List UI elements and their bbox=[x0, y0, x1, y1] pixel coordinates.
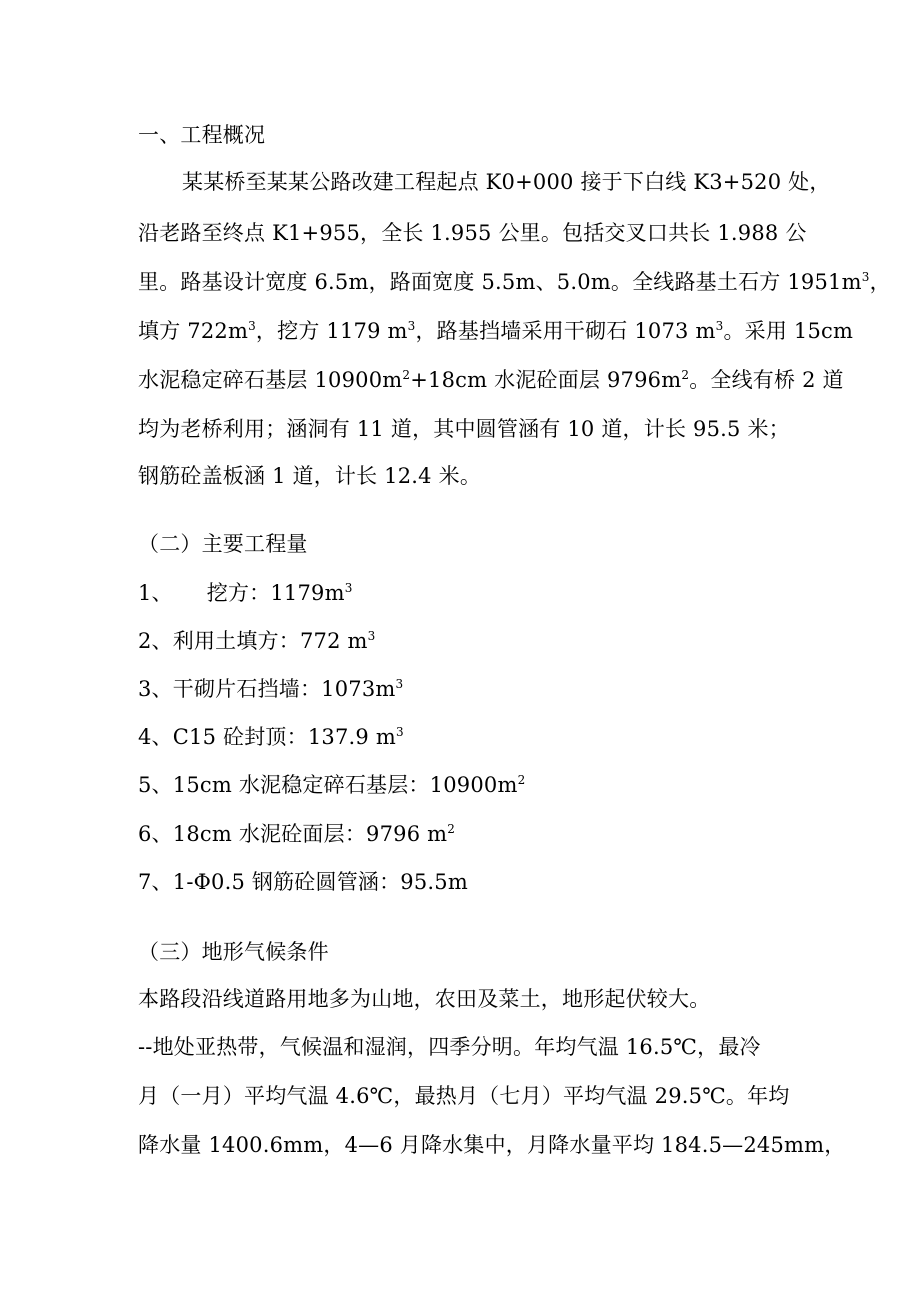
item-number: 6、 bbox=[138, 822, 173, 846]
item-label: 挖方：1179m bbox=[206, 581, 345, 605]
section-heading-quantities: （二）主要工程量 bbox=[138, 532, 308, 556]
text-segment: +18cm 水泥砼面层 9796m bbox=[410, 368, 682, 392]
text-segment: 里。路基设计宽度 6.5m，路面宽度 5.5m、5.0m。全线路基土石方 1951m bbox=[138, 270, 862, 294]
superscript: 3 bbox=[407, 319, 416, 333]
paragraph-line-5 bbox=[138, 366, 844, 394]
paragraph-line-2: 沿老路至终点 K1+955，全长 1.955 公里。包括交叉口共长 1.988 公 bbox=[138, 221, 807, 245]
quantity-item bbox=[138, 771, 798, 799]
superscript: 3 bbox=[395, 677, 404, 691]
text-segment: 。全线有桥 2 道 bbox=[689, 368, 844, 392]
text-segment: ， bbox=[869, 270, 891, 294]
item-number: 1、 bbox=[138, 581, 173, 605]
item-label: 利用土填方：772 m bbox=[172, 629, 368, 653]
paragraph-line-1: 某某桥至某某公路改建工程起点 K0+000 接于下白线 K3+520 处， bbox=[182, 170, 831, 194]
item-number: 3、 bbox=[138, 677, 173, 701]
superscript: 3 bbox=[248, 319, 256, 333]
paragraph-line-4 bbox=[138, 317, 854, 345]
paragraph-line: 降水量 1400.6mm，4—6 月降水集中，月降水量平均 184.5—245mm， bbox=[138, 1133, 846, 1157]
text-segment: ，挖方 1179 m bbox=[255, 319, 408, 343]
quantity-item bbox=[138, 723, 798, 751]
text-segment: 填方 722m bbox=[138, 319, 249, 343]
paragraph-line: 本路段沿线道路用地多为山地，农田及菜土，地形起伏较大。 bbox=[138, 987, 711, 1011]
quantity-item bbox=[138, 820, 798, 848]
paragraph-line-3 bbox=[138, 268, 891, 296]
section-heading-terrain-climate: （三）地形气候条件 bbox=[138, 940, 329, 964]
superscript: 2 bbox=[517, 773, 526, 787]
item-number: 5、 bbox=[138, 773, 173, 797]
superscript: 2 bbox=[681, 368, 690, 382]
superscript: 3 bbox=[367, 629, 376, 643]
superscript: 2 bbox=[447, 822, 456, 836]
item-label: C15 砼封顶：137.9 m bbox=[172, 725, 396, 749]
superscript: 3 bbox=[395, 725, 404, 739]
item-number: 2、 bbox=[138, 629, 173, 653]
item-label: 18cm 水泥砼面层：9796 m bbox=[172, 822, 448, 846]
superscript: 3 bbox=[861, 270, 870, 284]
item-label: 1-Φ0.5 钢筋砼圆管涵：95.5m bbox=[172, 870, 468, 894]
quantity-item bbox=[138, 627, 798, 655]
quantity-item bbox=[138, 675, 798, 703]
paragraph-line-6: 均为老桥利用；涵洞有 11 道，其中圆管涵有 10 道，计长 95.5 米； bbox=[138, 417, 790, 441]
text-segment: 。采用 15cm bbox=[723, 319, 854, 343]
item-number: 7、 bbox=[138, 870, 173, 894]
superscript: 3 bbox=[344, 581, 353, 595]
superscript: 3 bbox=[715, 319, 724, 333]
superscript: 2 bbox=[402, 368, 411, 382]
item-label: 干砌片石挡墙：1073m bbox=[172, 677, 396, 701]
paragraph-line-7: 钢筋砼盖板涵 1 道，计长 12.4 米。 bbox=[138, 464, 482, 488]
paragraph-line: 月（一月）平均气温 4.6℃，最热月（七月）平均气温 29.5℃。年均 bbox=[138, 1084, 790, 1108]
section-heading-overview: 一、工程概况 bbox=[138, 123, 266, 147]
quantity-item bbox=[138, 579, 798, 607]
text-segment: ，路基挡墙采用干砌石 1073 m bbox=[415, 319, 716, 343]
quantity-item bbox=[138, 868, 798, 896]
item-label: 15cm 水泥稳定碎石基层：10900m bbox=[172, 773, 518, 797]
paragraph-line: --地处亚热带，气候温和湿润，四季分明。年均气温 16.5℃，最冷 bbox=[138, 1035, 761, 1059]
text-segment: 水泥稳定碎石基层 10900m bbox=[138, 368, 403, 392]
item-number: 4、 bbox=[138, 725, 173, 749]
